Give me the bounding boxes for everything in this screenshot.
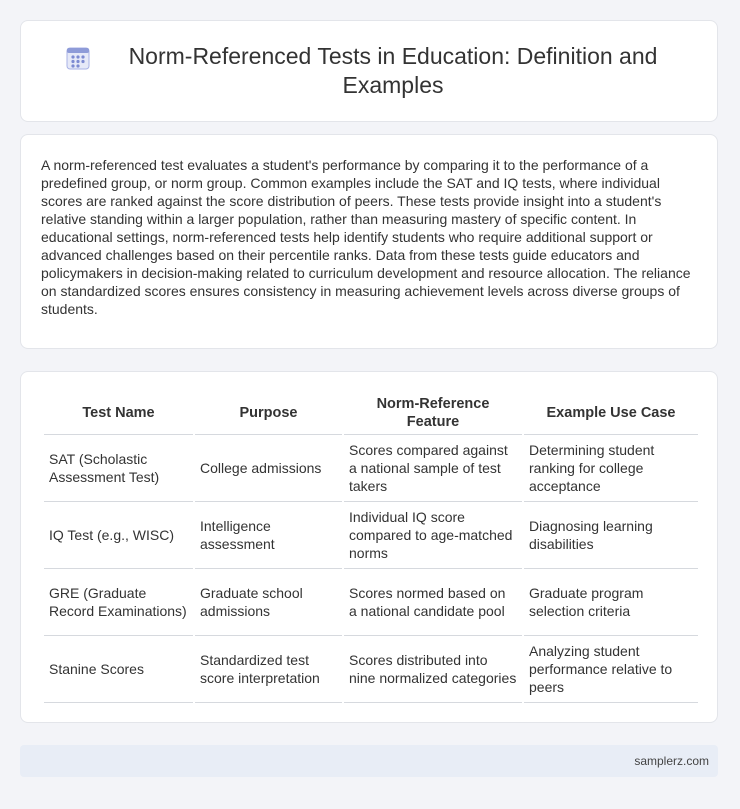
- column-header: Test Name: [44, 392, 193, 435]
- description-text: A norm-referenced test evaluates a student's performance by comparing it to the performance of a predefined group, or norm group. Common examples include the SAT and IQ tests, where individual scores are ranked against the score distribution of peers. These tests provide insight into a student's relative standing within a larger population, rather than measuring mastery of specific content. In educational settings, norm-referenced tests help identify students who require additional support or advanced challenges based on their percentile ranks. Data from these tests guide educators and policymakers in decision-making related to curriculum development and resource allocation. The reliance on standardized scores ensures consistency in measuring achievement levels across diverse groups of students.: [41, 157, 691, 317]
- table-cell: Graduate school admissions: [195, 569, 342, 636]
- description-card: [20, 134, 718, 349]
- table-header-row: [44, 392, 698, 435]
- table-cell: Intelligence assessment: [195, 502, 342, 569]
- column-header: Purpose: [195, 392, 342, 435]
- table-cell: IQ Test (e.g., WISC): [44, 502, 193, 569]
- table-cell: College admissions: [195, 435, 342, 502]
- table-cell: GRE (Graduate Record Examinations): [44, 569, 193, 636]
- column-header: Example Use Case: [524, 392, 698, 435]
- table-row: [44, 502, 698, 569]
- table-cell: Graduate program selection criteria: [524, 569, 698, 636]
- header-card: [20, 20, 718, 122]
- footer-site-link[interactable]: samplerz.com: [634, 754, 709, 768]
- table-cell: Scores distributed into nine normalized categories: [344, 636, 522, 703]
- page-title: Norm-Referenced Tests in Education: Definition and Examples: [128, 43, 658, 98]
- table-cell: Determining student ranking for college acceptance: [524, 435, 698, 502]
- table-row: [44, 636, 698, 703]
- table-cell: Stanine Scores: [44, 636, 193, 703]
- table-cell: Analyzing student performance relative to peers: [524, 636, 698, 703]
- table-cell: SAT (Scholastic Assessment Test): [44, 435, 193, 502]
- footer-bar: [20, 745, 718, 777]
- table-cell: Diagnosing learning disabilities: [524, 502, 698, 569]
- comparison-table: [42, 392, 700, 703]
- table-cell: Scores compared against a national sample of test takers: [344, 435, 522, 502]
- table-row: [44, 435, 698, 502]
- column-header: Norm-Reference Feature: [344, 392, 522, 435]
- table-cell: Individual IQ score compared to age-matched norms: [344, 502, 522, 569]
- table-cell: Standardized test score interpretation: [195, 636, 342, 703]
- table-cell: Scores normed based on a national candidate pool: [344, 569, 522, 636]
- table-card: [20, 371, 718, 723]
- calendar-grid-icon: [65, 45, 91, 71]
- table-row: [44, 569, 698, 636]
